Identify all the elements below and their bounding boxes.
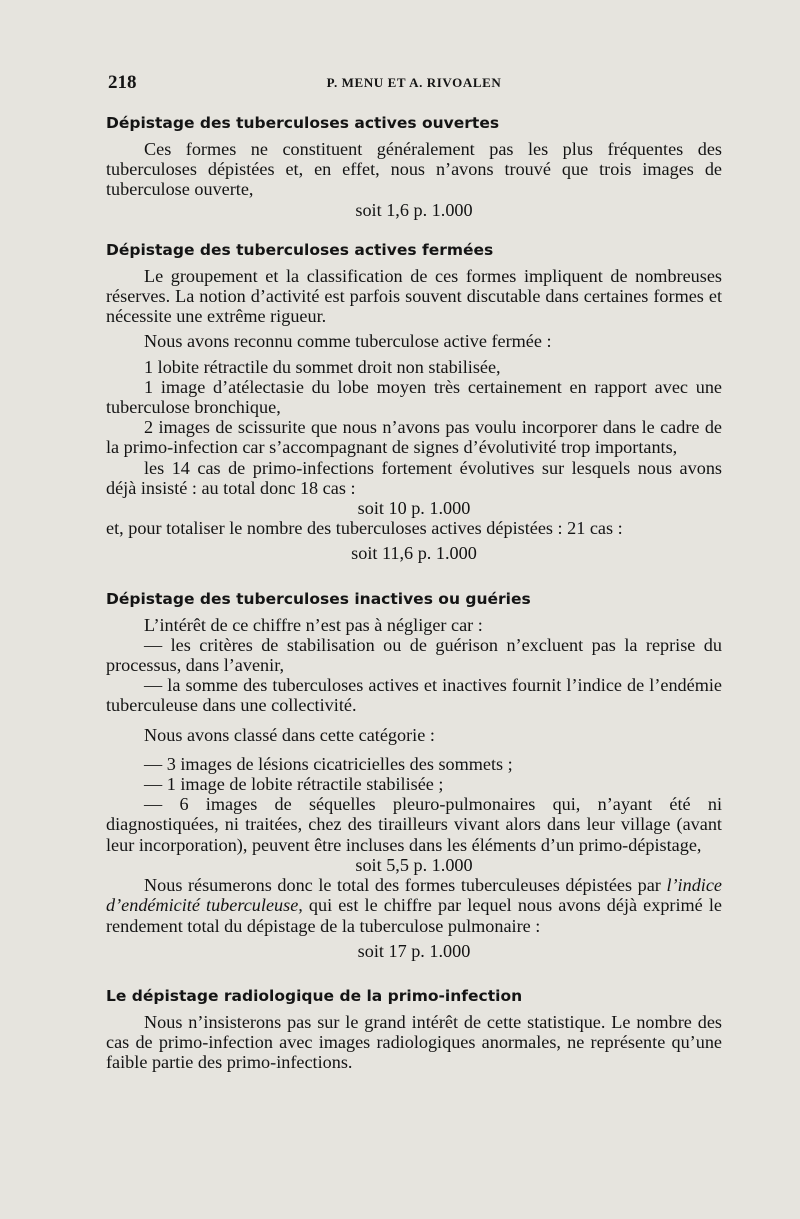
page-number: 218: [108, 72, 137, 93]
result-line: soit 17 p. 1.000: [357, 940, 471, 961]
paragraph: Nous avons reconnu comme tuberculose active fermée :: [144, 331, 552, 352]
paragraph: — 6 images de séquelles pleuro-pulmonaires qui, n’ayant été ni diagnostiquées, ni traitées, chez des tirailleurs vivant alors dans leur village (avant leur incorporation), peuvent être incluses dans les éléments d’un primo-dépistage,: [106, 794, 722, 855]
paragraph: 1 image d’atélectasie du lobe moyen très certainement en rapport avec une tuberculose bronchique,: [106, 376, 722, 418]
paragraph: 1 lobite rétractile du sommet droit non stabilisée,: [144, 356, 501, 377]
paragraph: [106, 875, 722, 936]
emphasized-term: l’indice d’endémicité tuberculeuse,: [106, 875, 722, 916]
paragraph: 2 images de scissurite que nous n’avons pas voulu incorporer dans le cadre de la primo-infection car s’accompagnant de signes d’évolutivité trop importants,: [106, 417, 722, 458]
paragraph-text: qui est le chiffre par lequel nous avons déjà exprimé le rendement total du dépistage de la tuberculose pulmonaire :: [106, 895, 722, 936]
section-heading: Dépistage des tuberculoses actives fermées: [106, 240, 494, 259]
section-heading: Dépistage des tuberculoses actives ouvertes: [106, 114, 500, 132]
paragraph: Nous avons classé dans cette catégorie :: [144, 724, 435, 745]
result-line: soit 11,6 p. 1.000: [351, 543, 477, 564]
paragraph: Ces formes ne constituent généralement pas les plus fréquentes des tuberculoses dépistées et, en effet, nous n’avons trouvé que trois images de tuberculose ouverte,: [106, 139, 722, 200]
paragraph: Nous n’insisterons pas sur le grand intérêt de cette statistique. Le nombre des cas de primo-infection avec images radiologiques anormales, ne représente qu’une faible partie des primo-infections.: [106, 1011, 722, 1073]
paragraph: — les critères de stabilisation ou de guérison n’excluent pas la reprise du processus, dans l’avenir,: [106, 634, 722, 676]
paragraph: Le groupement et la classification de ces formes impliquent de nombreuses réserves. La notion d’activité est parfois souvent discutable dans certaines formes et nécessite une extrême rigueur.: [106, 265, 722, 327]
paragraph: — 1 image de lobite rétractile stabilisée ;: [144, 774, 444, 795]
running-head: P. MENU ET A. RIVOALEN: [326, 75, 502, 90]
section-heading: Le dépistage radiologique de la primo-infection: [106, 986, 523, 1005]
paragraph: L’intérêt de ce chiffre n’est pas à négliger car :: [144, 614, 483, 635]
paragraph-text: Nous résumerons donc le total des formes tuberculeuses dépistées par: [144, 875, 667, 896]
result-line: soit 5,5 p. 1.000: [355, 854, 473, 875]
page-header: [108, 72, 720, 98]
paragraph: les 14 cas de primo-infections fortement évolutives sur lesquels nous avons déjà insisté : au total donc 18 cas :: [106, 457, 722, 498]
result-line: soit 1,6 p. 1.000: [355, 199, 473, 220]
result-line: soit 10 p. 1.000: [357, 498, 471, 519]
section-heading: Dépistage des tuberculoses inactives ou guéries: [106, 589, 531, 608]
paragraph: et, pour totaliser le nombre des tuberculoses actives dépistées : 21 cas :: [106, 518, 623, 539]
paragraph: — la somme des tuberculoses actives et inactives fournit l’indice de l’endémie tuberculeuse dans une collectivité.: [106, 675, 722, 716]
paragraph: — 3 images de lésions cicatricielles des sommets ;: [144, 753, 513, 774]
page-body: [106, 112, 722, 1073]
